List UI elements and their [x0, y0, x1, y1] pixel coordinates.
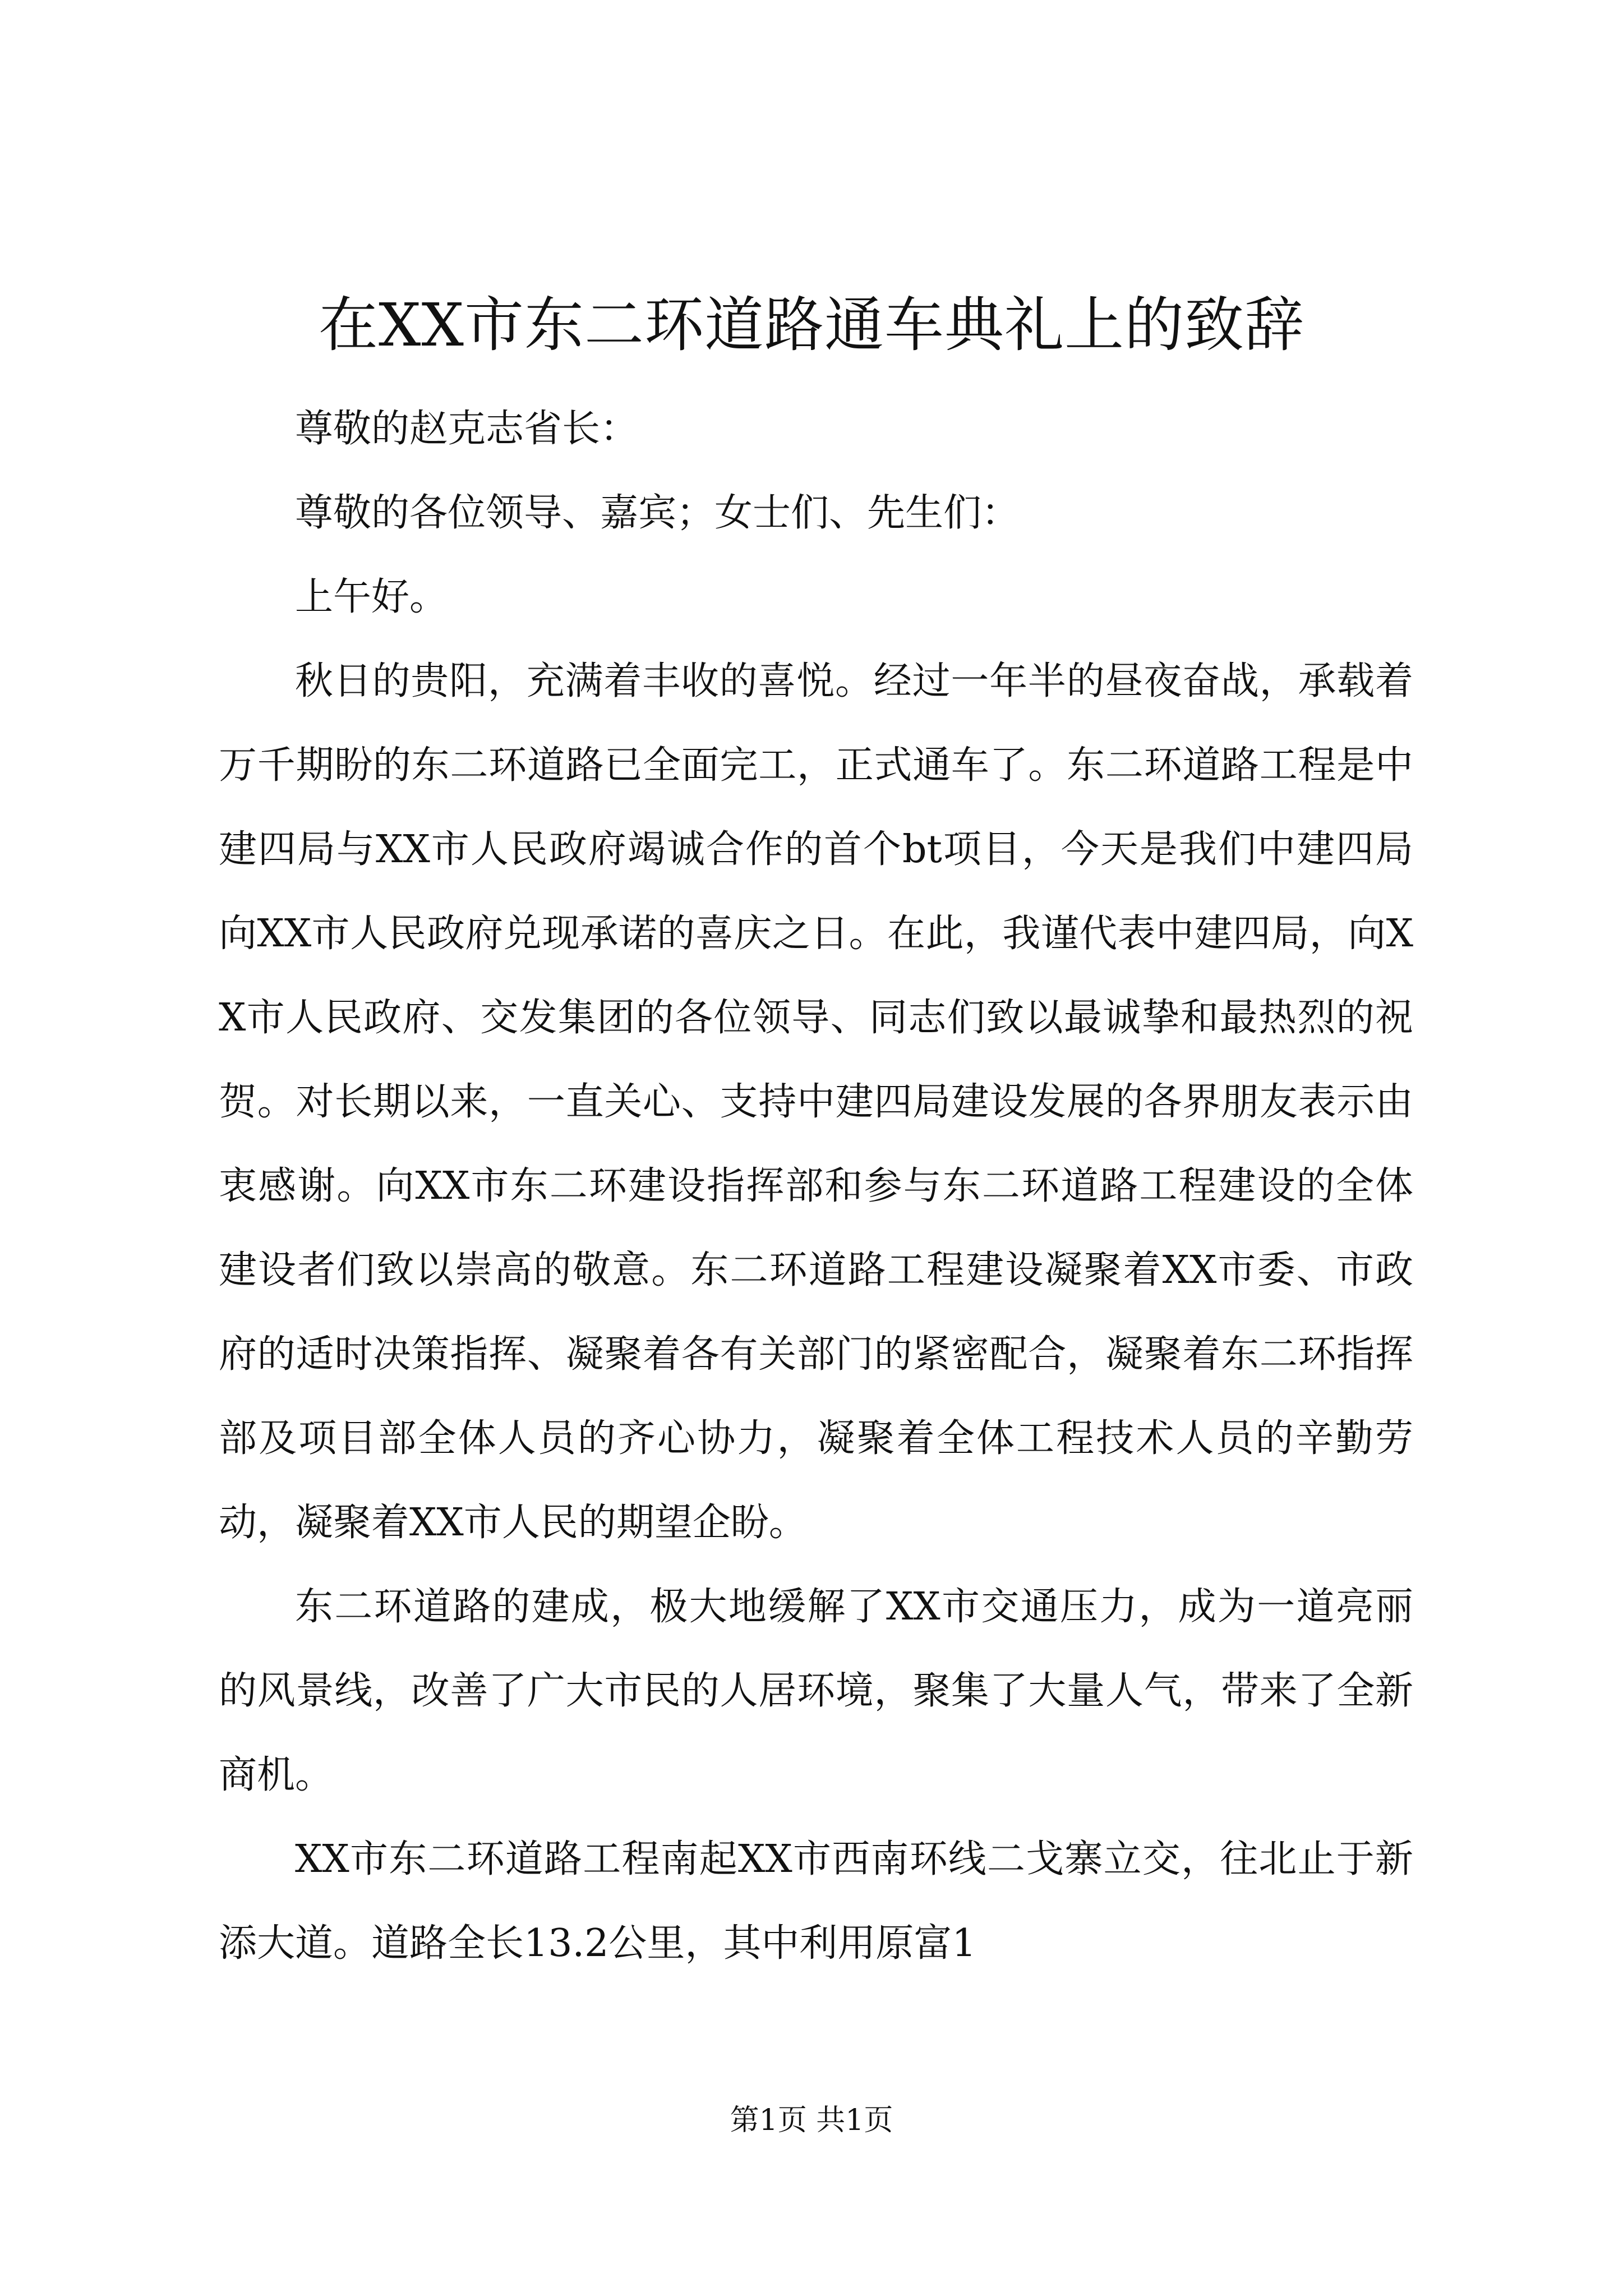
- document-title: 在XX市东二环道路通车典礼上的致辞: [319, 291, 1304, 360]
- salutation-governor: 尊敬的赵克志省长：: [295, 407, 639, 451]
- greeting: 上午好。: [295, 575, 448, 619]
- salutation-guests: 尊敬的各位领导、嘉宾；女士们、先生们：: [295, 491, 1020, 535]
- paragraph-route: XX市东二环道路工程南起XX市西南环线二戈寨立交，往北止于新添大道。道路全长13.2公里，其中利用原富1: [219, 1837, 1413, 1966]
- page-number-footer: [0, 2101, 1623, 2140]
- document-body: [219, 387, 1413, 1986]
- paragraph-benefits: 东二环道路的建成，极大地缓解了XX市交通压力，成为一道亮丽的风景线，改善了广大市民的人居环境，聚集了大量人气，带来了全新商机。: [219, 1585, 1413, 1797]
- page-number-label: 第1页 共1页: [730, 2104, 893, 2137]
- paragraph-congratulations: 秋日的贵阳，充满着丰收的喜悦。经过一年半的昼夜奋战，承载着万千期盼的东二环道路已全面完工，正式通车了。东二环道路工程是中建四局与XX市人民政府竭诚合作的首个bt项目，今天是我们中建四局向XX市人民政府兑现承诺的喜庆之日。在此，我谨代表中建四局，向XX市人民政府、交发集团的各位领导、同志们致以最诚挚和最热烈的祝贺。对长期以来，一直关心、支持中建四局建设发展的各界朋友表示由衷感谢。向XX市东二环建设指挥部和参与东二环道路工程建设的全体建设者们致以崇高的敬意。东二环道路工程建设凝聚着XX市委、市政府的适时决策指挥、凝聚着各有关部门的紧密配合，凝聚着东二环指挥部及项目部全体人员的齐心协力，凝聚着全体工程技术人员的辛勤劳动，凝聚着XX市人民的期望企盼。: [219, 659, 1413, 1545]
